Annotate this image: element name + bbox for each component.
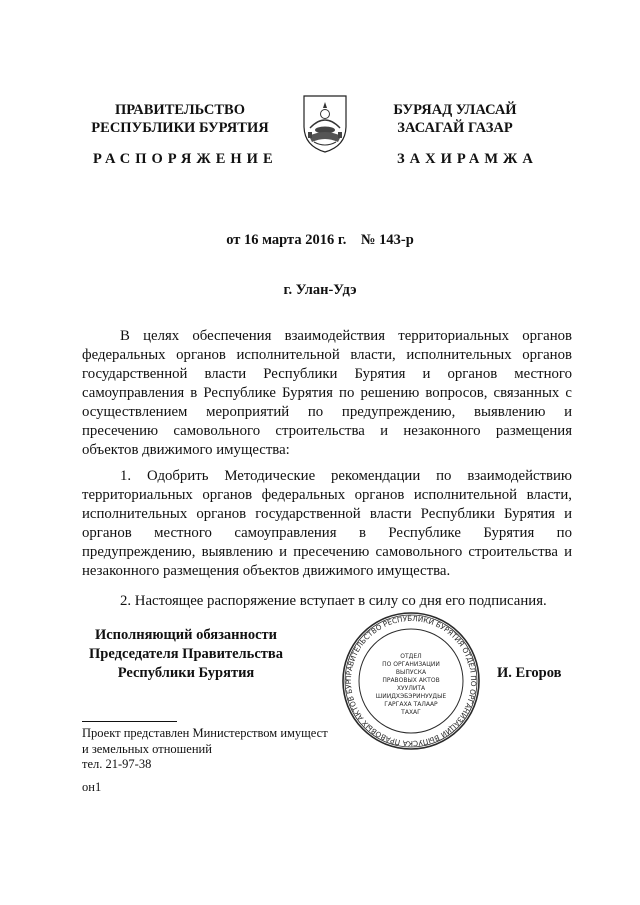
item-2-paragraph: 2. Настоящее распоряжение вступает в силу со дня его подписания. (120, 593, 547, 609)
signatory-title-line2: Председателя Правительства (89, 646, 283, 662)
city: г. Улан-Удэ (283, 282, 357, 298)
doc-type-right: ЗАХИРАМЖА (397, 151, 538, 167)
stamp-line5: ХУУЛИТА (396, 685, 426, 692)
header-left-line2: РЕСПУБЛИКИ БУРЯТИЯ (91, 120, 269, 136)
stamp-line8: ТАХАГ (401, 709, 421, 716)
stamp-ring-text: ПРАВИТЕЛЬСТВО РЕСПУБЛИКИ БУРЯТИЯ ОТДЕЛ ПО ОРГАНИЗАЦИИ ВЫПУСКА ПРАВОВЫХ АКТОВ БУР (343, 613, 479, 749)
stamp-line2: ПО ОРГАНИЗАЦИИ (382, 661, 440, 668)
stamp-line4: ПРАВОВЫХ АКТОВ (382, 677, 440, 684)
footer-line2: и земельных отношений (82, 741, 212, 756)
signatory-title (76, 626, 296, 683)
date-number: от 16 марта 2016 г. № 143-р (226, 232, 414, 248)
signatory-title-line3: Республики Бурятия (117, 665, 255, 681)
signatory-title-line1: Исполняющий обязанности (94, 627, 278, 643)
footer-line1: Проект представлен Министерством имущест (82, 726, 328, 740)
coat-of-arms-icon (300, 92, 350, 154)
footer-code: он1 (82, 780, 102, 794)
header-right-line1: БУРЯАД УЛАСАЙ (393, 102, 517, 118)
item-1-paragraph: 1. Одобрить Методические рекомендации по взаимодействию территориальных органов федеральных органов исполнительной власти, исполнительных органов государственной власти Республики Бурятия и органов местного самоуправления в Республике Бурятия по предупреждению, выявлению и пресечению самовольного строительства и незаконного размещения объектов движимого имущества. (82, 468, 572, 579)
official-stamp (341, 611, 481, 751)
stamp-line7: ГАРГАХА ТАЛААР (384, 701, 438, 708)
signatory-name: И. Егоров (497, 665, 562, 681)
footer-note (82, 726, 342, 773)
header-left-line1: ПРАВИТЕЛЬСТВО (115, 102, 245, 118)
stamp-line3: ВЫПУСКА (395, 669, 427, 676)
stamp-line1: ОТДЕЛ (400, 653, 422, 660)
stamp-line6: ШИИДХЭБЭРИНУУДЫЕ (375, 693, 447, 700)
header-right-line2: ЗАСАГАЙ ГАЗАР (397, 120, 513, 136)
preamble-paragraph: В целях обеспечения взаимодействия территориальных органов федеральных органов исполнительной власти, исполнительных органов государственной власти Республики Бурятия и органов местного самоуправления в Республике Бурятия по решению вопросов, связанных с осуществлением мероприятий по предупреждению, выявлению и пресечению самовольного строительства и незаконного размещения объектов движимого имущества: (82, 328, 572, 458)
header-right (365, 101, 545, 137)
header-left (80, 101, 280, 137)
footer-line3: тел. 21-97-38 (82, 757, 152, 771)
doc-type-left: РАСПОРЯЖЕНИЕ (93, 151, 278, 167)
footer-divider (82, 721, 177, 722)
